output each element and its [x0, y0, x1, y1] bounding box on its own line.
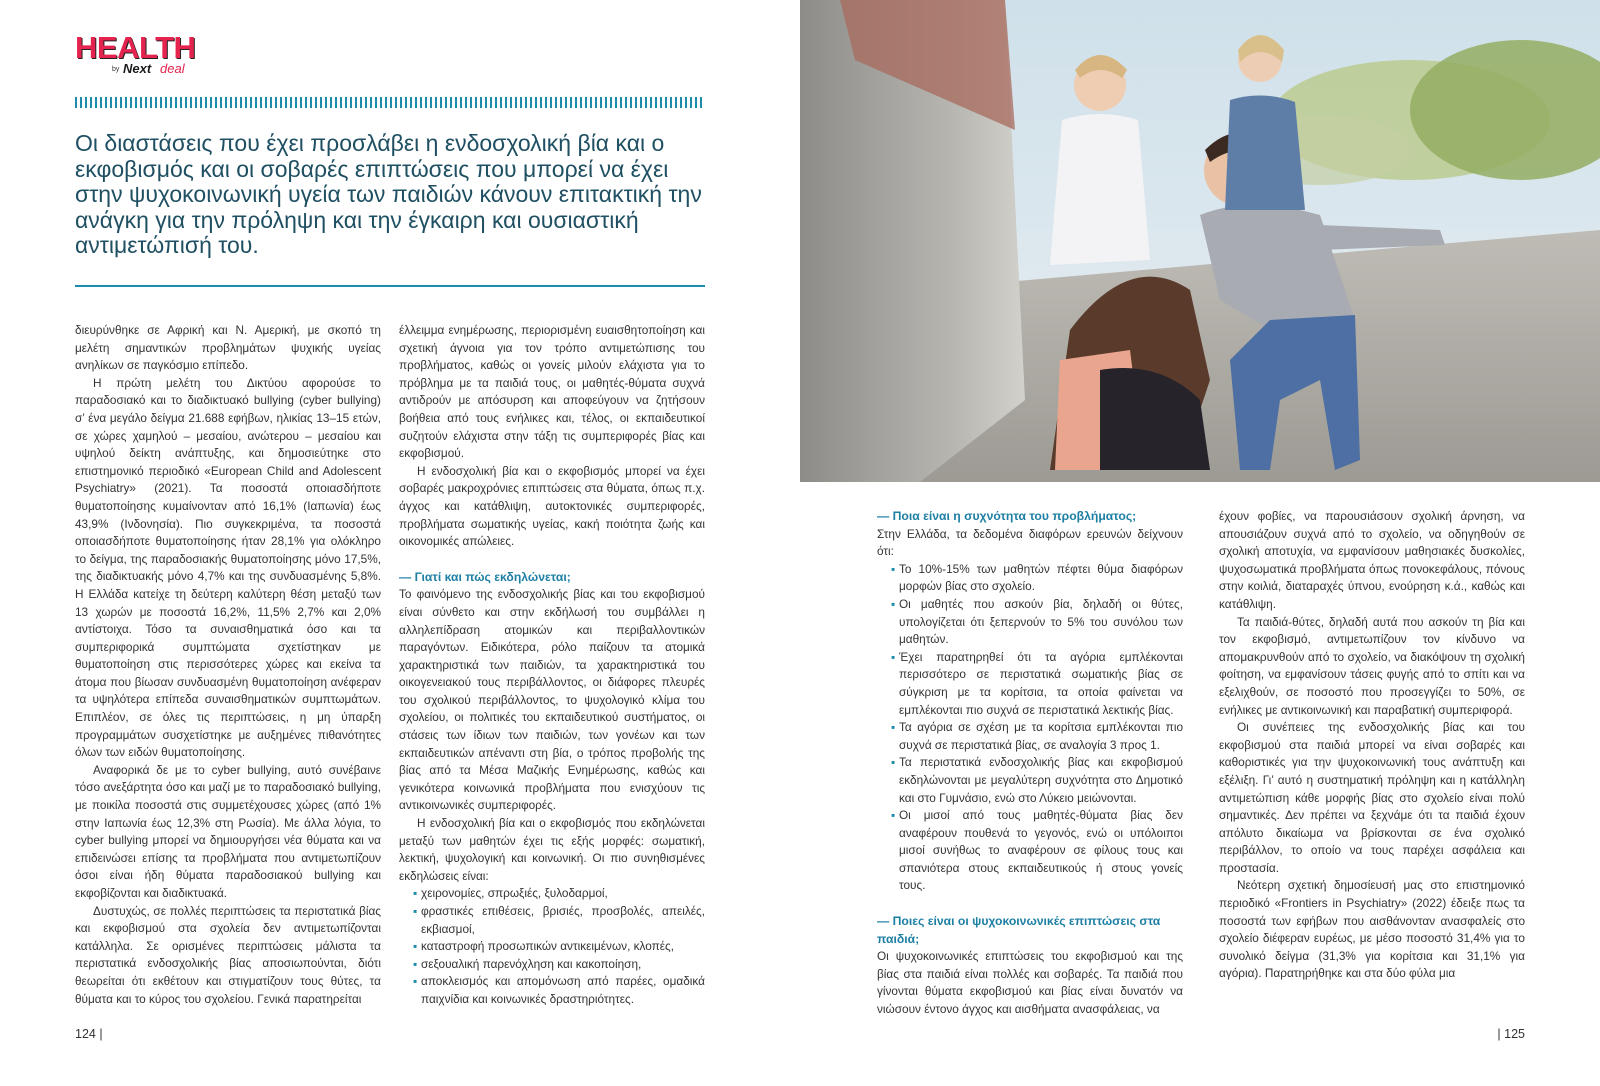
paragraph: Νεότερη σχετική δημοσίευσή μας στο επιστημονικό περιοδικό «Frontiers in Psychiatry» (2022) έδειξε πως τα ποσοστά των εφήβων που αισθάνονταν ανασφαλείς στο σχολείο διέφεραν ευρέως, με μέσο ποσοστό 31,4% για το συνολικό δείγμα (31,3% για κορίτσια και 31,1% για αγόρια). Παρατηρήθηκε και στα δύο φύλα μια — [1219, 878, 1525, 981]
paragraph: Η ενδοσχολική βία και ο εκφοβισμός μπορεί να έχει σοβαρές μακροχρόνιες επιπτώσεις στα θύματα, όπως π.χ. άγχος και κατάθλιψη, αυτοκτονικές συμπεριφορές, προβλήματα σωματικής υγείας, κακή ποιότητα ζωής και οικονομικές απώλειες. — [399, 463, 705, 549]
bullet-item: ▪ Οι μαθητές που ασκούν βία, δηλαδή οι θύτες, υπολογίζεται ότι ξεπερνούν το 5% του συνόλου των μαθητών. — [877, 596, 1183, 649]
section-heading: — Ποια είναι η συχνότητα του προβλήματος; — [877, 509, 1137, 523]
bullet-item: ▪ αποκλεισμός και απομόνωση από παρέες, ομαδικά παιχνίδια και κοινωνικές δραστηριότητες. — [399, 973, 705, 1008]
bullet-item: ▪ Τα περιστατικά ενδοσχολικής βίας και εκφοβισμού εκδηλώνονται με μεγαλύτερη συχνότητα στο Δημοτικό και στο Γυμνάσιο, ενώ στο Λύκειο μειώνονται. — [877, 754, 1183, 807]
page-number-right: | 125 — [1497, 1027, 1525, 1041]
divider-rule — [75, 285, 705, 287]
bullet-item: ▪ Έχει παρατηρηθεί ότι τα αγόρια εμπλέκονται περισσότερο σε περιστατικά σωματικής βίας σε σύγκριση με τα κορίτσια, τα οποία φαίνεται να εμπλέκονται πιο συχνά σε περιστατικά λεκτικής βίας. — [877, 649, 1183, 719]
bullet-item: ▪ καταστροφή προσωπικών αντικειμένων, κλοπές, — [399, 938, 705, 956]
article-column-3 — [877, 508, 1183, 1019]
bullet-item: ▪ Τα αγόρια σε σχέση με τα κορίτσια εμπλέκονται πιο συχνά σε περιστατικά βίας, σε αναλογία 3 προς 1. — [877, 719, 1183, 754]
article-column-2 — [399, 322, 705, 1009]
logo-by-text: by — [112, 66, 120, 73]
paragraph: Δυστυχώς, σε πολλές περιπτώσεις τα περιστατικά βίας και εκφοβισμού στα σχολεία δεν αντιμετωπίζονται κατάλληλα. Σε ορισμένες περιπτώσεις μάλιστα τα περιστατικά ενδοσχολικής βίας αποσιωπούνται, διότι θεωρείται ότι εκθέτουν και στιγματίζουν τους θύτες, τα θύματα και το κύρος του σχολείου. Γενικά παρατηρείται — [75, 903, 381, 1006]
photo-illustration — [800, 0, 1600, 482]
logo-deal-text: deal — [160, 61, 185, 76]
paragraph: έχουν φοβίες, να παρουσιάσουν σχολική άρνηση, να απουσιάζουν συχνά από το σχολείο, να οδηγηθούν σε σχολική αποτυχία, να εμφανίσουν μαθησιακές δυσκολίες, ψυχοσωματικά προβλήματα όπως πονοκεφάλους, πόνους στην κοιλιά, διαταραχές ύπνου, ενούρηση κ.ά., καθώς και κατάθλιψη. — [1219, 509, 1525, 611]
section-heading: — Γιατί και πώς εκδηλώνεται; — [399, 569, 571, 584]
paragraph: Οι συνέπειες της ενδοσχολικής βίας και του εκφοβισμού στα παιδιά μπορεί να είναι σοβαρές και καθοριστικές για την ψυχοκοινωνική τους ανάπτυξη και εξέλιξη. Γι’ αυτό η συστηματική πρόληψη και η κατάλληλη αντιμετώπιση κάθε μορφής βίας στο σχολείο είναι πολύ σημαντικές. Δεν πρέπει να ξεχνάμε ότι τα παιδιά έχουν απόλυτο δικαίωμα να βρίσκονται σε ένα σχολικό περιβάλλον, το οποίο να τους παρέχει ασφάλεια και προστασία. — [1219, 720, 1525, 875]
page-number-left: 124 | — [75, 1027, 103, 1041]
bullet-item: ▪ φραστικές επιθέσεις, βρισιές, προσβολές, απειλές, εκβιασμοί, — [399, 903, 705, 938]
logo-next-text: Next — [123, 61, 152, 76]
paragraph: Η πρώτη μελέτη του Δικτύου αφορούσε το παραδοσιακό και το διαδικτυακό bullying (cyber bullying) σ’ ένα μεγάλο δείγμα 21.688 εφήβων, ηλικίας 13–15 ετών, σε χώρες χαμηλού – μεσαίου, ανώτερου – μεσαίου και υψηλού δείκτη ανάπτυξης, και δημοσιεύτηκε στο επιστημονικό περιοδικό «European Child and Adolescent Psychiatry» (2021). Τα ποσοστά οποιασδήποτε θυματοποίησης κυμαίνονταν από 16,1% (Ιαπωνία) έως 43,9% (Ινδονησία). Πιο συγκεκριμένα, τα ποσοστά οποιασδήποτε θυματοποίησης ήταν 28,1% για ολόκληρο το δείγμα, της παραδοσιακής θυματοποίησης μόνο 17,5%, της διαδικτυακής μόνο 4,7% και της συνδυασμένης 5,8%. Η Ελλάδα κατείχε τη δεύτερη καλύτερη θέση μεταξύ των 13 χωρών με ποσοστά 16,2%, 11,5% 2,7% και 2,0% αντίστοιχα. Τόσο τα συναισθηματικά όσο και τα συμπεριφορικά συμπτώματα σχετίστηκαν με θυματοποίηση στις περισσότερες χώρες και εκείνα τα άτομα που βίωσαν συνδυασμένη θυματοποίηση ανέφεραν τα υψηλότερα επίπεδα συναισθηματικών συμπτωμάτων. Επιπλέον, σε όλες τις περιπτώσεις, η μη ύπαρξη προγραμμάτων συσχετίστηκε με αυξημένες πιθανότητες όλων των ειδών θυματοποίησης. — [75, 375, 381, 760]
lead-paragraph: Οι διαστάσεις που έχει προσλάβει η ενδοσχολική βία και ο εκφοβισμός και οι σοβαρές επιπτώσεις που μπορεί να έχει στην ψυχοκοινωνική υγεία των παιδιών κάνουν επιτακτική την ανάγκη για την πρόληψη και την έγκαιρη και ουσιαστική αντιμετώπισή του. — [75, 130, 702, 258]
paragraph: Τα παιδιά-θύτες, δηλαδή αυτά που ασκούν τη βία και τον εκφοβισμό, αντιμετωπίζουν τον κίνδυνο να απομακρυνθούν από το σχολείο, να διακόψουν τη σχολική φοίτηση, να εμφανίσουν τάσεις φυγής από το σπίτι και να εξελιχθούν, σε ποσοστό που προσεγγίζει το 50%, σε ενήλικες με αντικοινωνική και παραβατική συμπεριφορά. — [1219, 614, 1525, 717]
health-by-nextdeal-logo — [75, 30, 205, 80]
paragraph: Αναφορικά δε με το cyber bullying, αυτό συνέβαινε τόσο ανεξάρτητα όσο και μαζί με το παραδοσιακό bullying, με ποικίλα ποσοστά στις συμμετέχουσες χώρες (από 1% στην Ιαπωνία έως 12,3% στη Ρωσία). Με άλλα λόγια, το cyber bullying μπορεί να δημιουργήσει νέα θύματα και να επιδεινώσει επίσης τα προβλήματα που αντιμετωπίζουν όσοι είναι ήδη θύματα παραδοσιακού bullying και εκφοβίζονται και διαδικτυακά. — [75, 762, 381, 900]
paragraph: διευρύνθηκε σε Αφρική και Ν. Αμερική, με σκοπό τη μελέτη σημαντικών προβλημάτων ψυχικής υγείας ανηλίκων σε παγκόσμιο επίπεδο. — [75, 323, 381, 373]
paragraph: Οι ψυχοκοινωνικές επιπτώσεις του εκφοβισμού και της βίας στα παιδιά είναι πολλές και σοβαρές. Τα παιδιά που γίνονται θύματα εκφοβισμού και βίας είναι δυνατόν να νιώσουν έντονο άγχος και αισθήματα ανασφάλειας, να — [877, 949, 1183, 1017]
section-heading: — Ποιες είναι οι ψυχοκοινωνικές επιπτώσεις στα παιδιά; — [877, 914, 1161, 946]
article-column-4 — [1219, 508, 1525, 983]
bullet-item: ▪ σεξουαλική παρενόχληση και κακοποίηση, — [399, 956, 705, 974]
paragraph: έλλειμμα ενημέρωσης, περιορισμένη ευαισθητοποίηση και σχετική άγνοια για τον τρόπο αντιμετώπισης του προβλήματος, καθώς οι γονείς μιλούν ελάχιστα για το πρόβλημα με τα παιδιά τους, οι μαθητές-θύματα συχνά αντιδρούν με απόσυρση και αποφεύγουν να ζητήσουν βοήθεια από τους ενήλικες και, τέλος, οι εκπαιδευτικοί συζητούν ελάχιστα στην τάξη τις συμπεριφορές βίας και εκφοβισμού. — [399, 323, 705, 461]
article-column-1 — [75, 322, 381, 1008]
paragraph: Το φαινόμενο της ενδοσχολικής βίας και του εκφοβισμού είναι σύνθετο και στην εκδήλωσή του συμβάλλει η αλληλεπίδραση ατομικών και περιβαλλοντικών παραγόντων. Ειδικότερα, ρόλο παίζουν τα ατομικά χαρακτηριστικά των παιδιών, τα χαρακτηριστικά του οικογενειακού τους περιβάλλοντος, οι διάφορες πλευρές του σχολικού περιβάλλοντος, το ψυχολογικό κλίμα του σχολείου, οι πολιτικές του εκπαιδευτικού συστήματος, οι στάσεις των ίδιων των παιδιών, των γονέων και των εκπαιδευτικών απέναντι στη βία, ο τρόπος προβολής της βίας από τα Μέσα Μαζικής Ενημέρωσης, καθώς και γενικότερα κοινωνικά προβλήματα που ενισχύουν τις αντικοινωνικές συμπεριφορές. — [399, 587, 705, 813]
decorative-stripe — [75, 97, 705, 108]
bullet-item: ▪ χειρονομίες, σπρωξιές, ξυλοδαρμοί, — [399, 885, 705, 903]
right-page — [800, 0, 1600, 1086]
paragraph: Η ενδοσχολική βία και ο εκφοβισμός που εκδηλώνεται μεταξύ των μαθητών έχει τις εξής μορφές: σωματική, λεκτική, ψυχολογική και κοινωνική. Οι πιο συνηθισμένες εκδηλώσεις είναι: — [399, 816, 705, 883]
bullet-item: ▪ Το 10%-15% των μαθητών πέφτει θύμα διαφόρων μορφών βίας στο σχολείο. — [877, 561, 1183, 596]
paragraph: Στην Ελλάδα, τα δεδομένα διαφόρων ερευνών δείχνουν ότι: — [877, 526, 1183, 559]
schoolyard-bullying-photo — [800, 0, 1600, 482]
logo-health-wordmark: HEALTH — [75, 30, 196, 65]
bullet-item: ▪ Οι μισοί από τους μαθητές-θύματα βίας δεν αναφέρουν πουθενά το γεγονός, ενώ οι υπόλοιποι μισοί συνήθως το αναφέρουν σε φίλους τους και σπανιότερα στους εκπαιδευτικούς ή στους γονείς τους. — [877, 807, 1183, 895]
